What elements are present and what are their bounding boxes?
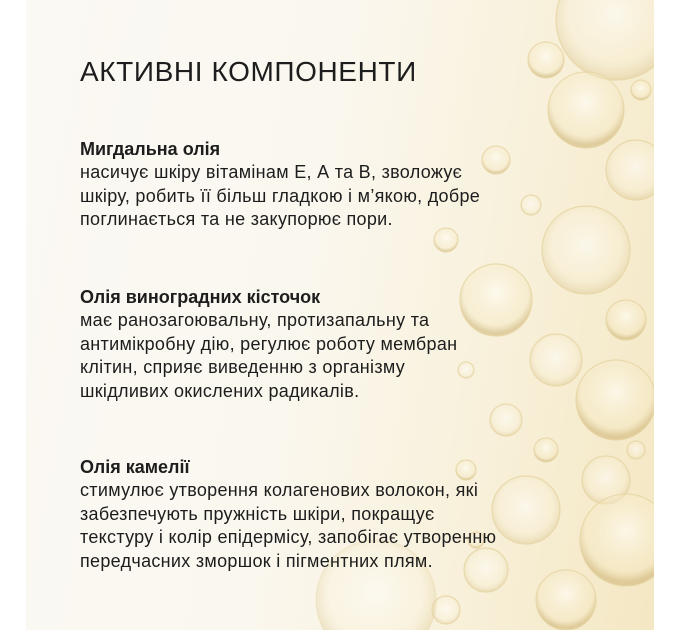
description-line: стимулює утворення колагенових волокон, які xyxy=(80,480,479,500)
description-line: насичує шкіру вітамінам Е, А та В, зволожує xyxy=(80,162,463,182)
description-line: текстуру і колір епідермісу, запобігає утворенню xyxy=(80,527,497,547)
ingredient-almond-oil xyxy=(80,138,600,232)
description-line: клітин, сприяє виведенню з організму xyxy=(80,357,406,377)
ingredient-description xyxy=(80,161,600,232)
description-line: поглинається та не закупорює пори. xyxy=(80,209,393,229)
ingredient-grape-seed-oil xyxy=(80,286,600,403)
ingredient-description xyxy=(80,479,600,573)
description-line: шкіру, робить її більш гладкою і м’якою, добре xyxy=(80,185,481,206)
description-line: забезпечують пружність шкіри, покращує xyxy=(80,503,435,524)
ingredient-name: Мигдальна олія xyxy=(80,139,221,159)
ingredient-camellia-oil xyxy=(80,456,600,573)
ingredient-name: Олія камелії xyxy=(80,457,190,477)
ingredient-name: Олія виноградних кісточок xyxy=(80,287,321,307)
description-line: передчасних зморшок і пігментних плям. xyxy=(80,550,433,571)
info-card xyxy=(26,0,654,630)
description-line: антимікробну дію, регулює роботу мембран xyxy=(80,333,458,354)
description-line: має ранозагоювальну, протизапальну та xyxy=(80,310,430,330)
description-line: шкідливих окислених радикалів. xyxy=(80,380,360,401)
ingredient-description xyxy=(80,309,600,403)
page-title: АКТИВНІ КОМПОНЕНТИ xyxy=(80,56,417,87)
